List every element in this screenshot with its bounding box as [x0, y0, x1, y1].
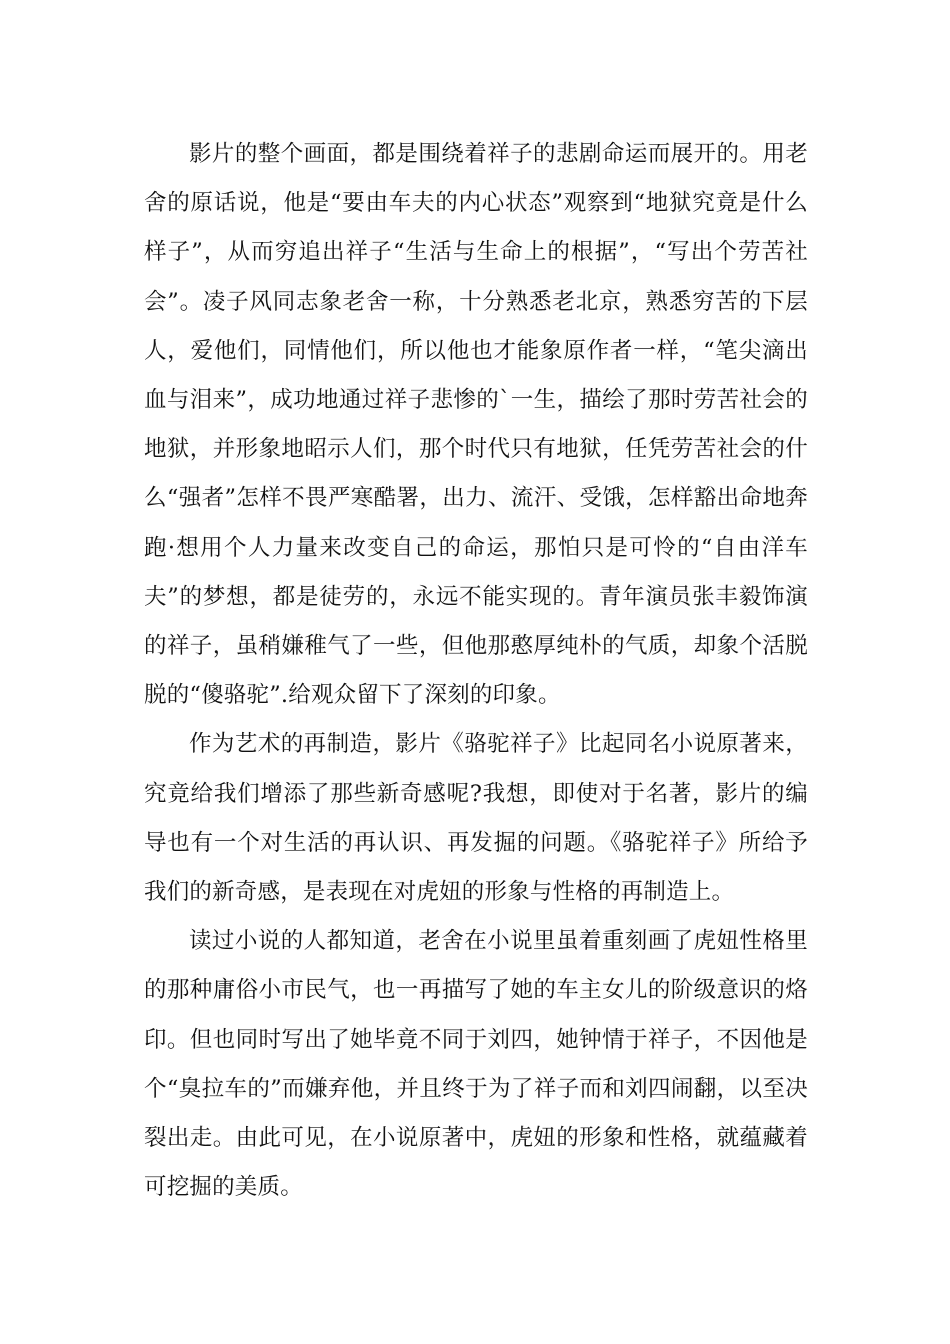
- paragraph-2: 作为艺术的再制造，影片《骆驼祥子》比起同名小说原著来，究竟给我们增添了那些新奇感呢?我想，即使对于名著，影片的编导也有一个对生活的再认识、再发掘的问题。《骆驼祥子》所给予我们的新奇感，是表现在对虎妞的形象与性格的再制造上。: [144, 731, 808, 906]
- paragraph-3: 读过小说的人都知道，老舍在小说里虽着重刻画了虎妞性格里的那种庸俗小市民气，也一再描写了她的车主女儿的阶级意识的烙印。但也同时写出了她毕竟不同于刘四，她钟情于祥子，不因他是个“臭拉车的”而嫌弃他，并且终于为了祥子而和刘四闹翻，以至决裂出走。由此可见，在小说原著中，虎妞的形象和性格，就蕴藏着可挖掘的美质。: [144, 928, 808, 1201]
- document-body: [144, 130, 808, 1212]
- paragraph-1: 影片的整个画面，都是围绕着祥子的悲剧命运而展开的。用老舍的原话说，他是“要由车夫的内心状态”观察到“地狱究竟是什么样子”，从而穷追出祥子“生活与生命上的根据”，“写出个劳苦社会”。凌子风同志象老舍一称，十分熟悉老北京，熟悉穷苦的下层人，爱他们，同情他们，所以他也才能象原作者一样，“笔尖滴出血与泪来”，成功地通过祥子悲惨的`一生，描绘了那时劳苦社会的地狱，并形象地昭示人们，那个时代只有地狱，任凭劳苦社会的什么“强者”怎样不畏严寒酷署，出力、流汗、受饿，怎样豁出命地奔跑·想用个人力量来改变自己的命运，那怕只是可怜的“自由洋车夫”的梦想，都是徒劳的，永远不能实现的。青年演员张丰毅饰演的祥子，虽稍嫌稚气了一些，但他那憨厚纯朴的气质，却象个活脱脱的“傻骆驼”.给观众留下了深刻的印象。: [144, 141, 808, 709]
